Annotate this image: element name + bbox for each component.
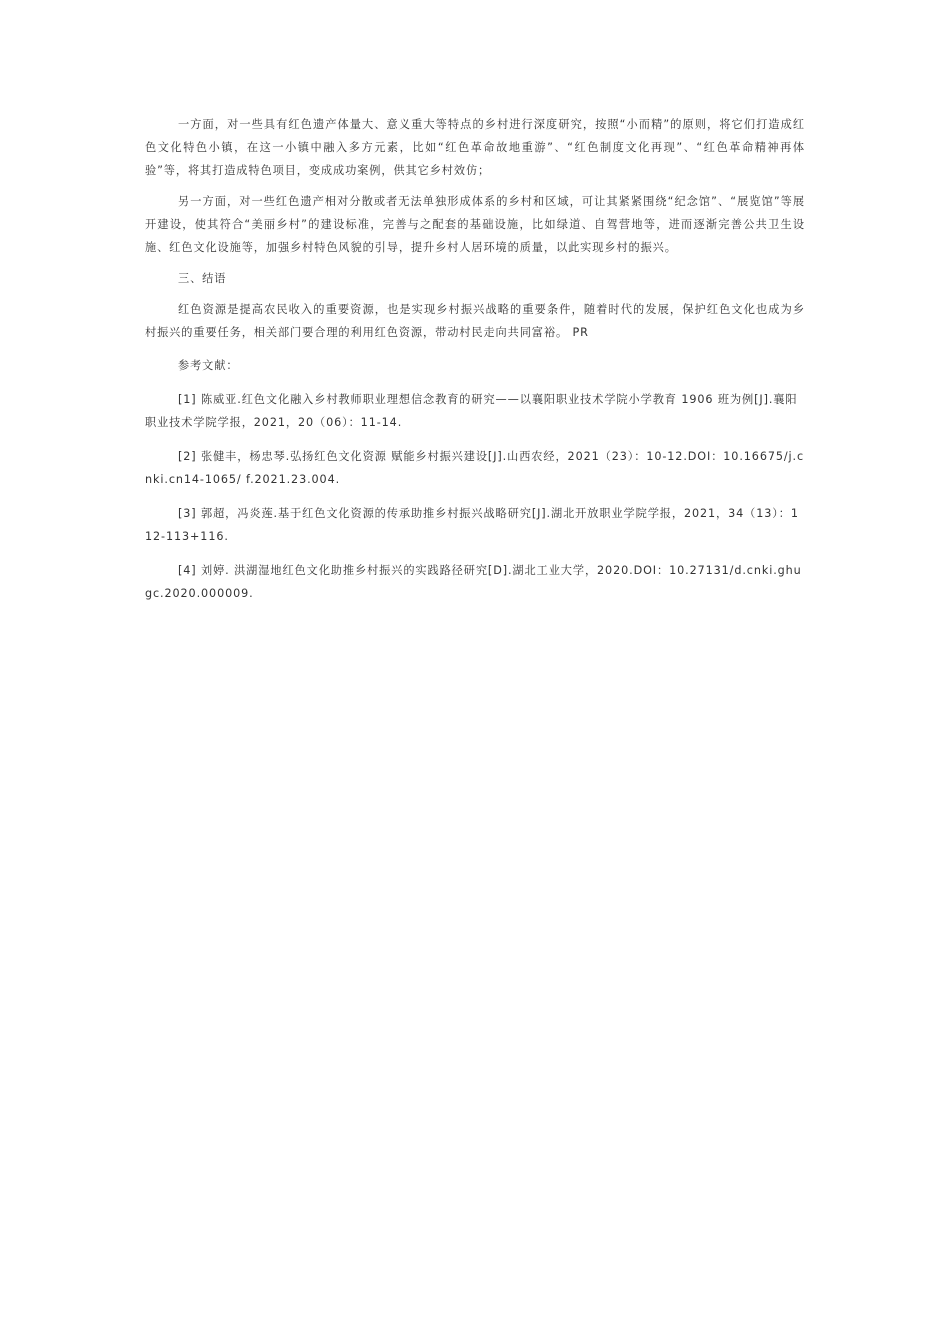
reference-item-1: [1] 陈威亚.红色文化融入乡村教师职业理想信念教育的研究——以襄阳职业技术学院小学教育 1906 班为例[J].襄阳职业技术学院学报，2021，20（06）：11-14. [145, 393, 798, 429]
paragraph-conclusion: 红色资源是提高农民收入的重要资源，也是实现乡村振兴战略的重要条件，随着时代的发展，保护红色文化也成为乡村振兴的重要任务，相关部门要合理的利用红色资源，带动村民走向共同富裕。 PR [145, 303, 805, 339]
reference-item-4: [4] 刘婷. 洪湖湿地红色文化助推乡村振兴的实践路径研究[D].湖北工业大学，2020.DOI：10.27131/d.cnki.ghugc.2020.000009. [145, 564, 802, 600]
reference-item-2: [2] 张健丰，杨忠琴.弘扬红色文化资源 赋能乡村振兴建设[J].山西农经，2021（23）：10-12.DOI：10.16675/j.cnki.cn14-1065/ f.2021.23.004. [145, 450, 805, 486]
article-body [145, 113, 805, 616]
paragraph-second-approach: 另一方面，对一些红色遗产相对分散或者无法单独形成体系的乡村和区域，可让其紧紧围绕“纪念馆”、“展览馆”等展开建设，使其符合“美丽乡村”的建设标准，完善与之配套的基础设施，比如绿道、自驾营地等，进而逐渐完善公共卫生设施、红色文化设施等，加强乡村特色风貌的引导，提升乡村人居环境的质量，以此实现乡村的振兴。 [145, 195, 805, 254]
paragraph-first-approach: 一方面，对一些具有红色遗产体量大、意义重大等特点的乡村进行深度研究，按照“小而精”的原则，将它们打造成红色文化特色小镇，在这一小镇中融入多方元素，比如“红色革命故地重游”、“红色制度文化再现”、“红色革命精神再体验”等，将其打造成特色项目，变成成功案例，供其它乡村效仿； [145, 118, 805, 177]
reference-item-3: [3] 郭超，冯炎莲.基于红色文化资源的传承助推乡村振兴战略研究[J].湖北开放职业学院学报，2021，34（13）：112-113+116. [145, 507, 799, 543]
references-title: 参考文献： [178, 359, 239, 372]
section-heading-conclusion: 三、结语 [178, 272, 227, 285]
